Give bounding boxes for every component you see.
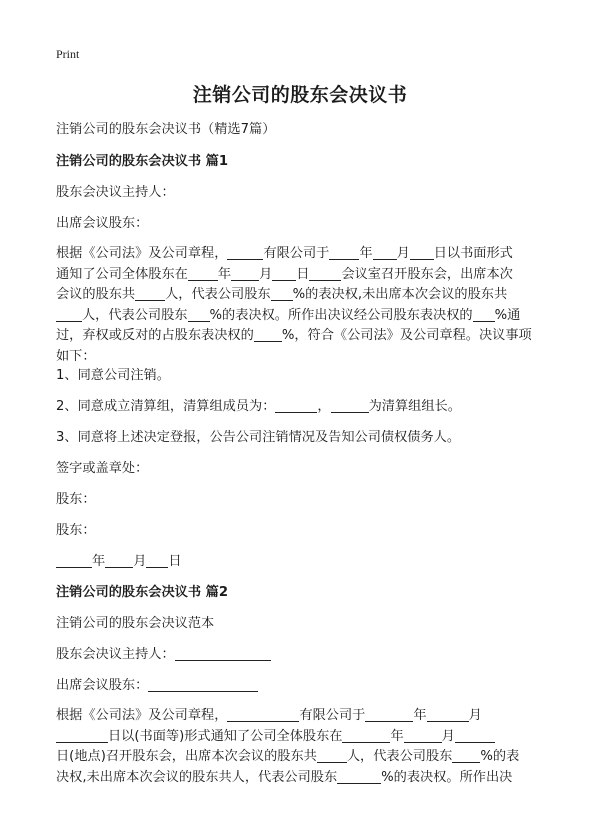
blank-field [254, 327, 282, 342]
paragraph-line: 日(地点)召开股东会，出席本次会议的股东共 人，代表公司股东 %的表 [56, 749, 520, 764]
blank-field [404, 728, 442, 743]
section1-item-3: 3、同意将上述决定登报，公告公司注销情况及告知公司债权债务人。 [56, 430, 461, 445]
blank-field [337, 769, 381, 784]
paragraph-line: 如下： [56, 348, 96, 364]
blank-field [331, 398, 369, 413]
section1-shareholder-label: 股东： [56, 492, 96, 507]
blank-field [342, 728, 390, 743]
blank-field [271, 286, 293, 301]
paragraph-line: 人，代表公司股东 %的表决权。所作出决议经公司股东表决权的 %通 [56, 306, 546, 327]
section1-attendees-label: 出席会议股东： [56, 216, 149, 231]
section1-shareholder-label: 股东： [56, 523, 96, 538]
blank-field [148, 677, 258, 692]
blank-field [455, 728, 495, 743]
blank-field [175, 646, 271, 661]
blank-field [275, 398, 317, 413]
section1-date-line: 年 月 日 [56, 552, 546, 572]
section2-host-line: 股东会决议主持人： [56, 645, 546, 665]
blank-field [373, 245, 397, 260]
section2-sample-title: 注销公司的股东会决议范本 [56, 616, 215, 631]
paragraph-line: 根据《公司法》及公司章程， 有限公司于 年 月 [56, 708, 482, 723]
blank-field [473, 307, 495, 322]
blank-field [56, 553, 92, 568]
paragraph-line: 根据《公司法》及公司章程， 有限公司于 年 月 日以书面形式 [56, 246, 513, 261]
blank-field [427, 707, 469, 722]
blank-field [105, 553, 133, 568]
paragraph-line: 决权,未出席本次会议的股东共人，代表公司股东 %的表决权。所作出决 [56, 769, 513, 785]
blank-field [227, 707, 299, 722]
section1-item-2: 2、同意成立清算组，清算组成员为： ， 为清算组组长。 [56, 399, 461, 414]
section2-resolution-paragraph [56, 706, 546, 788]
print-label[interactable]: Print [56, 47, 80, 61]
paragraph-line: 过，弃权或反对的占股东表决权的 %，符合《公司法》及公司章程。决议事项 [56, 328, 532, 343]
section2-attendees-line: 出席会议股东： [56, 676, 546, 696]
blank-field [329, 245, 359, 260]
section1-item-1: 1、同意公司注销。 [56, 368, 170, 383]
blank-field [227, 245, 263, 260]
document-subtitle: 注销公司的股东会决议书（精选7篇） [56, 122, 276, 137]
blank-field [135, 286, 165, 301]
paragraph-line: 会议的股东共 人，代表公司股东 %的表决权,未出席本次会议的股东共 [56, 287, 508, 302]
blank-field [231, 266, 259, 281]
document-title: 注销公司的股东会决议书 [192, 84, 408, 106]
blank-field [56, 728, 108, 743]
paragraph-line: 日以(书面等)形式通知了公司全体股东在 年 月 [56, 727, 546, 748]
section1-sign-label: 签字或盖章处： [56, 461, 149, 476]
blank-field [188, 266, 218, 281]
blank-field [188, 307, 210, 322]
blank-field [309, 266, 341, 281]
blank-field [146, 553, 168, 568]
blank-field [365, 707, 413, 722]
section2-heading: 注销公司的股东会决议书 篇2 [56, 585, 229, 600]
blank-field [56, 307, 82, 322]
section1-host-label: 股东会决议主持人： [56, 185, 175, 200]
blank-field [272, 266, 296, 281]
blank-field [317, 748, 347, 763]
blank-field [410, 245, 434, 260]
paragraph-line: 通知了公司全体股东在 年 月 日 会议室召开股东会，出席本次 [56, 266, 513, 282]
section1-heading: 注销公司的股东会决议书 篇1 [56, 154, 229, 169]
blank-field [452, 748, 480, 763]
section1-resolution-paragraph [56, 244, 546, 367]
